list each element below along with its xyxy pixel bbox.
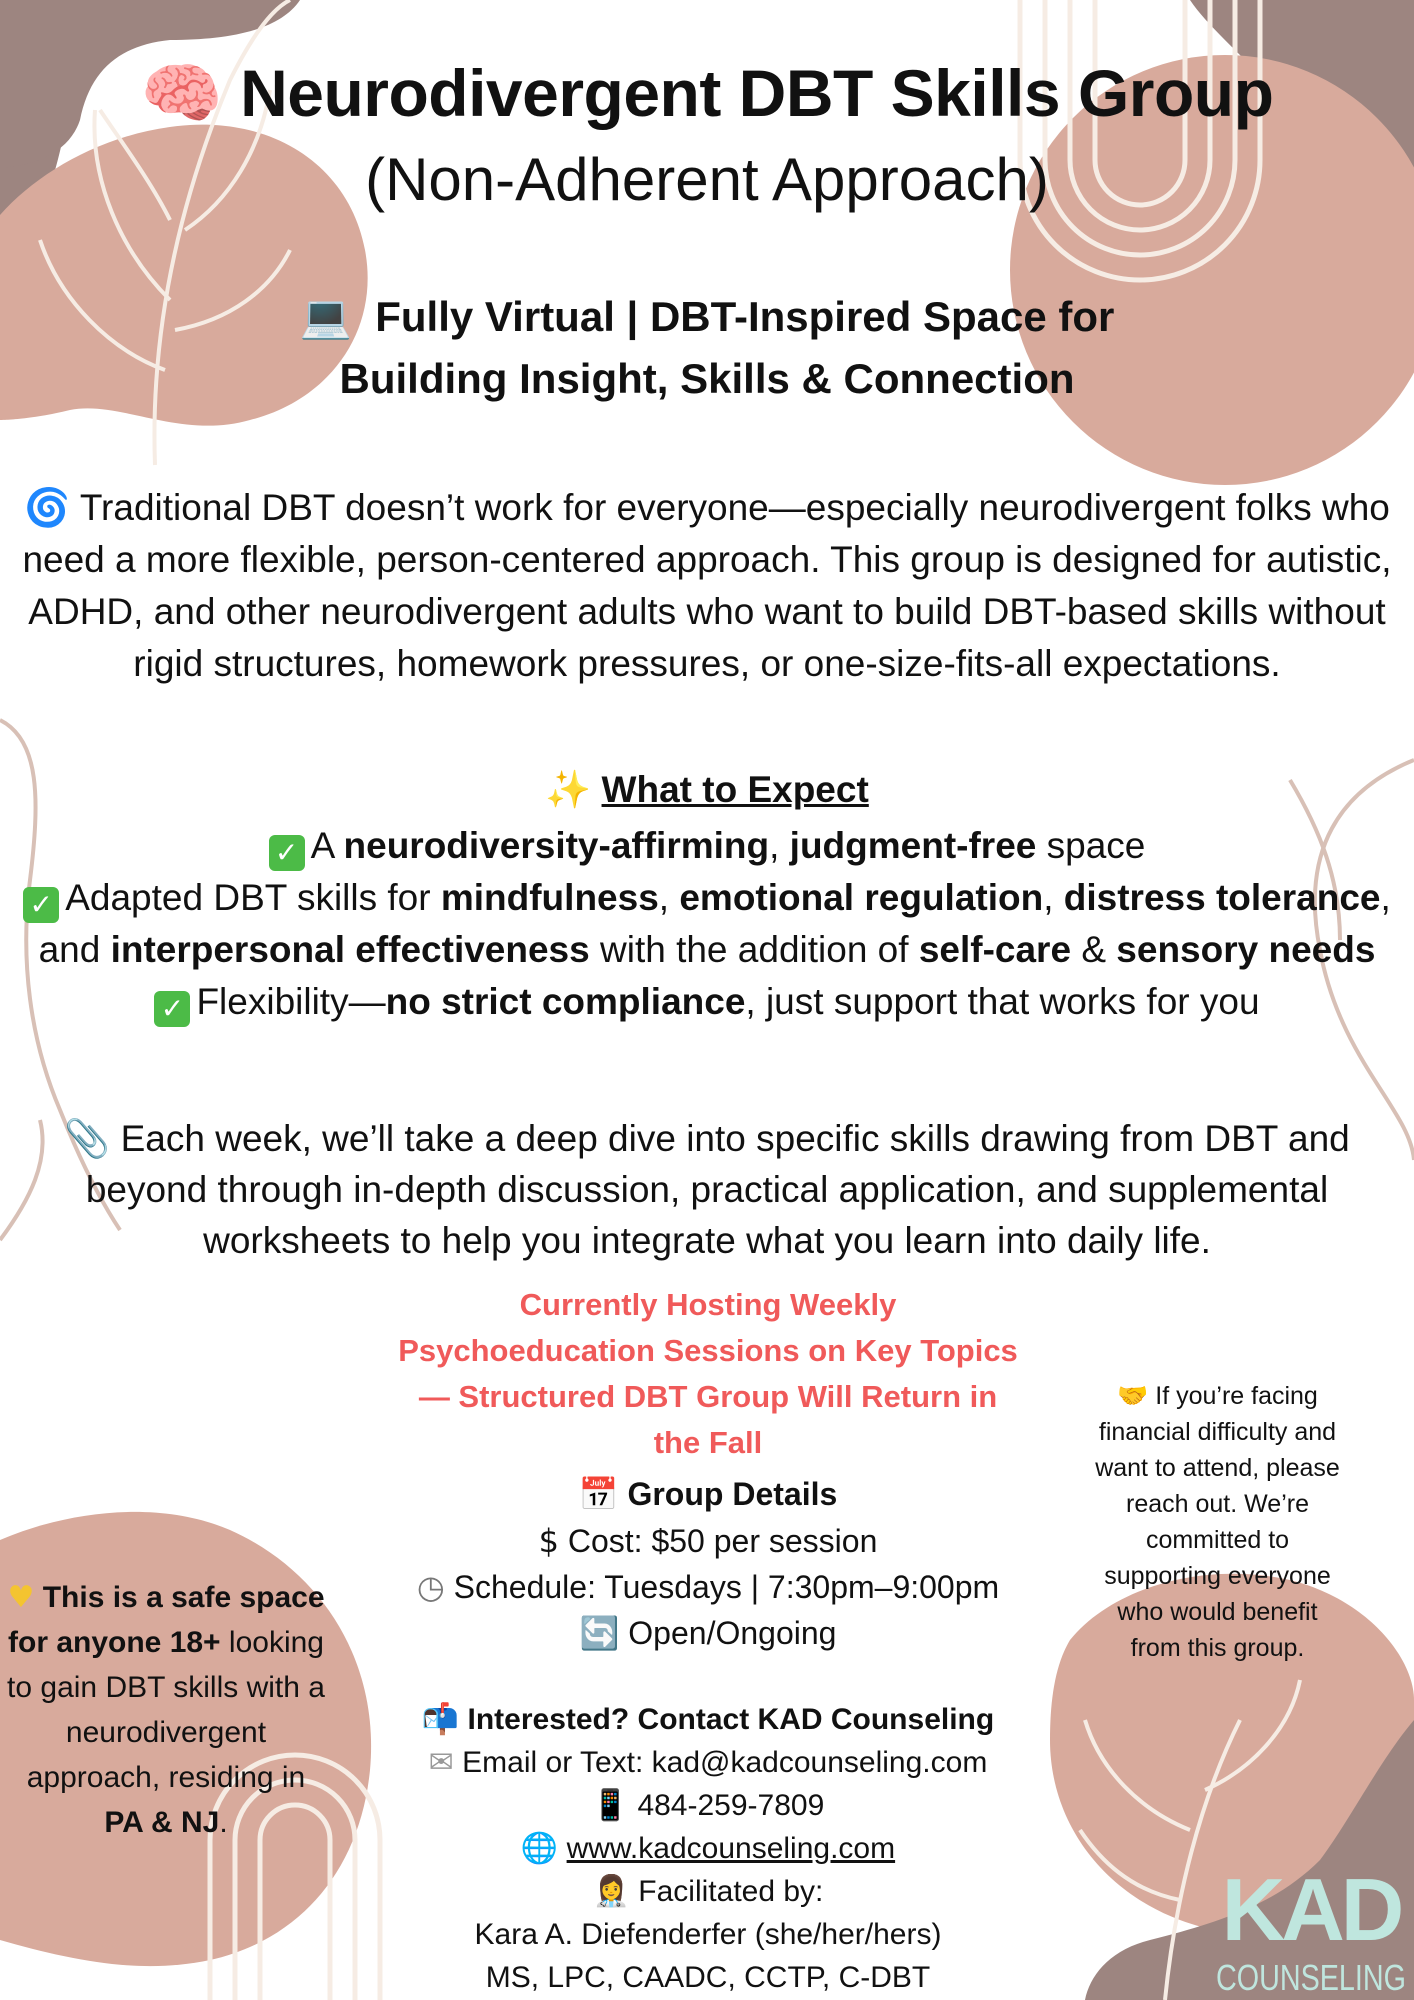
paperclip-icon: 📎 [64, 1117, 111, 1160]
ongoing-line: 🔄 Open/Ongoing [579, 1614, 837, 1652]
cyclone-icon: 🌀 [24, 486, 71, 529]
checkmark-icon: ✓ [269, 835, 305, 871]
tagline-line1: Fully Virtual | DBT-Inspired Space for [375, 293, 1115, 340]
globe-icon: 🌐 [520, 1831, 559, 1866]
title-text: Neurodivergent DBT Skills Group [240, 56, 1274, 130]
envelope-icon: ✉ [428, 1745, 454, 1780]
facilitator-name: Kara A. Diefenderfer (she/her/hers) [474, 1918, 942, 1951]
expect-item-2: ✓ Adapted DBT skills for mindfulness, emotional regulation, distress tolerance, and interpersonal effectiveness with the addition of self-care & sensory needs [18, 872, 1396, 976]
page-title [0, 55, 1414, 133]
expect-heading [0, 768, 1414, 812]
weekly-text: Each week, we’ll take a deep dive into specific skills drawing from DBT and beyond through in-depth discussion, practical application, and supplemental worksheets to help you integrate what you learn into daily life. [85, 1118, 1350, 1261]
phone-line [330, 1784, 1086, 1827]
hosting-notice: Currently Hosting Weekly Psychoeducation Sessions on Key Topics — Structured DBT Group Will Return in the Fall [398, 1287, 1018, 1460]
intro-paragraph [8, 482, 1406, 690]
email-link[interactable]: kad@kadcounseling.com [651, 1746, 988, 1779]
checkmark-icon: ✓ [23, 887, 59, 923]
health-worker-icon: 👩‍⚕️ [592, 1874, 630, 1909]
contact-section [330, 1698, 1086, 1999]
calendar-icon: 📅 [578, 1475, 619, 1513]
page-subtitle: (Non-Adherent Approach) [365, 146, 1049, 213]
weekly-paragraph [8, 1113, 1406, 1266]
website-link[interactable]: www.kadcounseling.com [566, 1832, 896, 1865]
cost-line: $ Cost: $50 per session [538, 1522, 878, 1560]
financial-assistance-note: 🤝 If you’re facing financial difficulty and want to attend, please reach out. We’re committed to supporting everyone who would benefit from this group. [1095, 1381, 1340, 1662]
website-line [330, 1827, 1086, 1870]
group-details-heading: 📅 Group Details [578, 1475, 838, 1513]
logo-mark: KAD [1221, 1860, 1401, 1959]
expect-list [18, 820, 1396, 1028]
logo-word: COUNSELING [1216, 1957, 1406, 1998]
phone-link[interactable]: 484-259-7809 [637, 1789, 825, 1822]
expect-item-1: ✓ A neurodiversity-affirming, judgment-free space [18, 820, 1396, 872]
kad-counseling-logo [1212, 1855, 1410, 2000]
dollar-icon: $ [538, 1522, 559, 1560]
mailbox-icon: 📬 [421, 1702, 460, 1737]
schedule-line: ◷ Schedule: Tuesdays | 7:30pm–9:00pm [416, 1568, 1000, 1606]
contact-heading: 📬 Interested? Contact KAD Counseling [421, 1702, 995, 1737]
expect-item-3: ✓ Flexibility—no strict compliance, just support that works for you [18, 976, 1396, 1028]
repeat-icon: 🔄 [579, 1614, 620, 1652]
safe-space-note: ♥ This is a safe space for anyone 18+ looking to gain DBT skills with a neurodivergent approach, residing in PA & NJ. [7, 1580, 325, 1839]
laptop-icon: 💻 [299, 292, 352, 341]
brain-icon: 🧠 [140, 55, 223, 132]
facilitated-line: 👩‍⚕️ Facilitated by: [592, 1874, 824, 1909]
intro-text: Traditional DBT doesn’t work for everyone—especially neurodivergent folks who need a more flexible, person-centered approach. This group is designed for autistic, ADHD, and other neurodivergent adults who want to build DBT-based skills without rigid structures, homework pressures, or one-size-fits-all expectations. [22, 487, 1392, 684]
group-details [330, 1518, 1086, 1656]
tagline-line2: Building Insight, Skills & Connection [339, 355, 1075, 402]
facilitator-credentials: MS, LPC, CAADC, CCTP, C-DBT [485, 1961, 931, 1994]
clock-icon: ◷ [416, 1568, 445, 1606]
yellow-heart-icon: ♥ [7, 1580, 35, 1615]
handshake-icon: 🤝 [1117, 1381, 1149, 1410]
checkmark-icon: ✓ [154, 991, 190, 1027]
tagline [0, 286, 1414, 410]
email-line: ✉ Email or Text: kad@kadcounseling.com [428, 1745, 988, 1780]
phone-icon: 📱 [591, 1788, 630, 1823]
sparkles-icon: ✨ [545, 768, 592, 811]
expect-heading-text: What to Expect [601, 769, 869, 810]
